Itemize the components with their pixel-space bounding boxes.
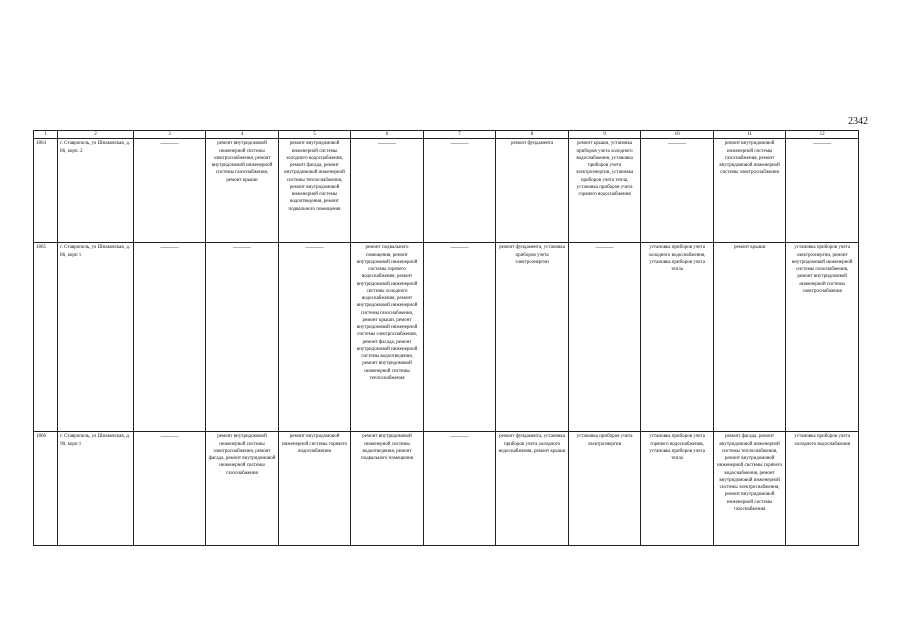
dash: ——— [378, 141, 397, 148]
table-cell [423, 139, 496, 243]
column-header: 10 [641, 131, 714, 139]
address-cell: г. Ставрополь, ул Шпаковская, д. 90, корп 1 [58, 432, 134, 546]
table-cell: ремонт внутридомовой инженерной системы электроснабжения, ремонт фасада, ремонт внутридомовой инженерной системы газоснабжения [206, 432, 279, 546]
table-cell [351, 139, 424, 243]
table-cell: установка приборов учета электроэнергии [568, 432, 641, 546]
table-cell: ремонт внутридомовой инженерной системы холодного водоснабжения, ремонт фасада, ремонт внутридомовой инженерной системы теплоснабжения, ремонт внутридомовой инженерной системы водоотведения, ремонт подвального помещения [278, 139, 351, 243]
row-number: 1864 [34, 139, 58, 243]
column-header: 1 [34, 131, 58, 139]
table-cell: ремонт внутридомовой инженерной системы горячего водоснабжения [278, 432, 351, 546]
address-cell: г. Ставрополь, ул Шпаковская, д. 86, корп 1 [58, 243, 134, 432]
table-cell [423, 432, 496, 546]
column-header: 6 [351, 131, 424, 139]
column-header: 2 [58, 131, 134, 139]
table-cell: установка приборов учета холодного водоснабжения, установка приборов учета тепла [641, 243, 714, 432]
dash: ——— [450, 245, 469, 252]
table-cell: ремонт фундамента, установка приборов учета холодного водоснабжения, ремонт крыши [496, 432, 569, 546]
capital-repair-table [33, 130, 859, 546]
table-cell [423, 243, 496, 432]
table-cell: ремонт внутридомовой инженерной системы электроснабжения, ремонт внутридомовой инженерной системы газоснабжения, ремонт крыши [206, 139, 279, 243]
dash: ——— [160, 141, 179, 148]
dash: ——— [160, 245, 179, 252]
table-cell: ремонт подвального помещения, ремонт внутридомовой инженерной системы горячего водоснабжения, ремонт внутридомовой инженерной системы холодного водоснабжения, ремонт внутридомовой инженерной системы газоснабжения, ремонт крыши, ремонт внутридомовой инженерной системы электроснабжения, ремонт фасада, ремонт внутридомовой инженерной системы водоотведения, ремонт внутридомовой инженерной системы теплоснабжения [351, 243, 424, 432]
table-cell: ремонт фундамента [496, 139, 569, 243]
table-cell: ремонт фундамента, установка приборов учета электроэнергии [496, 243, 569, 432]
dash: ——— [595, 245, 614, 252]
dash: ——— [813, 141, 832, 148]
table-cell [133, 432, 206, 546]
dash: ——— [305, 245, 324, 252]
dash: ——— [160, 434, 179, 441]
table-cell: установка приборов учета горячего водоснабжения, установка приборов учета тепла [641, 432, 714, 546]
table-cell: установка приборов учета холодного водоснабжения [786, 432, 859, 546]
column-header: 12 [786, 131, 859, 139]
table-cell: установка приборов учета электроэнергии, ремонт внутридомовой инженерной системы газоснабжения, ремонт внутридомовой инженерной системы электроснабжения [786, 243, 859, 432]
column-header: 8 [496, 131, 569, 139]
row-number: 1866 [34, 432, 58, 546]
table-cell [133, 243, 206, 432]
table-cell [206, 243, 279, 432]
dash: ——— [450, 434, 469, 441]
column-header: 11 [713, 131, 786, 139]
page-number: 2342 [848, 116, 868, 127]
row-number: 1865 [34, 243, 58, 432]
table-cell: ремонт внутридомовой инженерной системы газоснабжения, ремонт внутридомовой инженерной системы электроснабжения [713, 139, 786, 243]
table-cell [786, 139, 859, 243]
column-header: 9 [568, 131, 641, 139]
column-header: 5 [278, 131, 351, 139]
table-row [34, 432, 859, 546]
header-row [34, 131, 859, 139]
table-cell: ремонт крыши, установка приборов учета холодного водоснабжения, установка приборов учета электроэнергии, установка приборов учета тепла, установка приборов учета горячего водоснабжения [568, 139, 641, 243]
address-cell: г. Ставрополь, ул Шпаковская, д. 86, корп. 2 [58, 139, 134, 243]
table-cell: ремонт крыши [713, 243, 786, 432]
dash: ——— [232, 245, 251, 252]
table-row [34, 243, 859, 432]
table-cell [278, 243, 351, 432]
dash: ——— [668, 141, 687, 148]
table-row [34, 139, 859, 243]
table-cell: ремонт фасада, ремонт внутридомовой инженерной системы теплоснабжения, ремонт внутридомовой инженерной системы горячего водоснабжения, ремонт внутридомовой инженерной системы электроснабжения, ремонт внутридомовой инженерной системы газоснабжения [713, 432, 786, 546]
column-header: 4 [206, 131, 279, 139]
column-header: 7 [423, 131, 496, 139]
table-cell: ремонт внутридомовой инженерной системы водоотведения, ремонт подвального помещения [351, 432, 424, 546]
table-cell [641, 139, 714, 243]
column-header: 3 [133, 131, 206, 139]
dash: ——— [450, 141, 469, 148]
table-cell [568, 243, 641, 432]
table-cell [133, 139, 206, 243]
